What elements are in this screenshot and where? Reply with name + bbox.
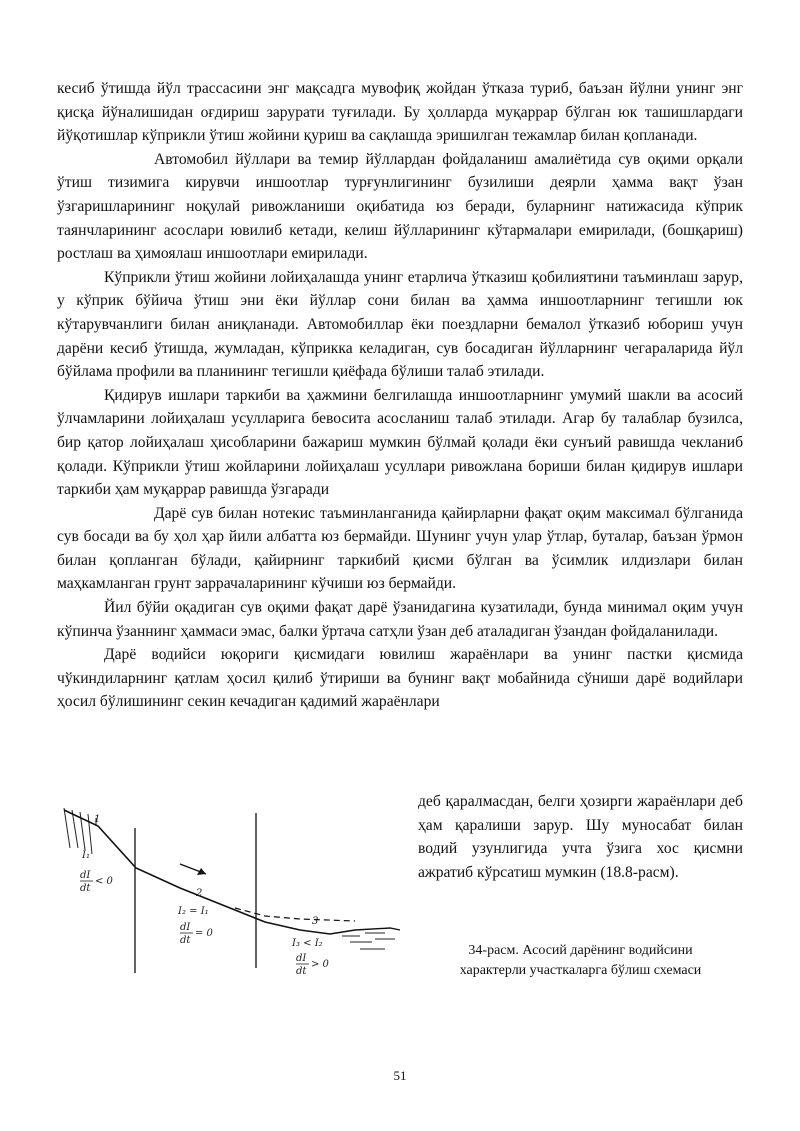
- paragraph-3: Кўприкли ўтиш жойини лойиҳалашда унинг етарлича ўтказиш қобилиятини таъминлаш зарур, у кўприк бўйича ўтиш эни ёки йўллар сони билан ва ҳамма иншоотларнинг тегишли юк кўтарувчанлиги билан аниқланади. Автомобиллар ёки поездларни бемалол ўтказиб юбориш учун дарёни кесиб ўтишда, жумладан, кўприкка келадиган, сув босадиган йўлларнинг чегараларида йўл бўйлама профили ва планининг тегишли қиёфада бўлиши талаб этилади.: [57, 268, 743, 381]
- d2-den: dt: [180, 935, 191, 946]
- zone-1-label: 1: [94, 814, 101, 825]
- d1-rel: < 0: [95, 876, 113, 887]
- i3-label: I₃ < I₂: [292, 938, 323, 949]
- wrapped-text: [418, 790, 743, 884]
- paragraph-5: Дарё сув билан нотекис таъминланганида қайирларни фақат оқим максимал бўлганида сув босади ва бу ҳол ҳар йили албатта юз бермайди. Шунинг учун улар ўтлар, буталар, баъзан ўрмон билан қопланган бўлади, қайирнинг таркибий қисми бўлган ва ўсимлик илдизлари билан маҳкамланган грунт заррачаларининг кўчиши юз бермайди.: [57, 504, 743, 593]
- dashed-profile-line: [235, 908, 355, 921]
- d3-rel: > 0: [311, 959, 329, 970]
- d2-rel: = 0: [195, 928, 213, 939]
- i1-label: I₁: [82, 850, 90, 861]
- valley-scheme-diagram: [60, 808, 410, 988]
- body-text: [57, 77, 743, 714]
- caption-line-2: характерли участкаларга бўлиш схемаси: [459, 963, 702, 978]
- flow-arrow-icon: [180, 864, 206, 875]
- d3-num: dI: [296, 953, 307, 964]
- i2-label: I₂ = I₁: [178, 906, 209, 917]
- valley-scheme-figure: [60, 808, 410, 988]
- paragraph-4: Қидирув ишлари таркиби ва ҳажмини белгилашда иншоотларнинг умумий шакли ва асосий ўлчамларини лойиҳалаш усулларига бевосита асосланиш талаб этилади. Агар бу талаблар бузилса, бир қатор лойиҳалаш ҳисобларини бажариш мумкин бўлмай қолади ёки сунъий равишда чекланиб қолади. Кўприкли ўтиш жойларини лойиҳалаш усуллари ривожлана бориши билан қидирув ишлари таркиби ҳам муқаррар равишда ўзгаради: [57, 386, 743, 499]
- d1-den: dt: [80, 883, 91, 894]
- paragraph-1: кесиб ўтишда йўл трассасини энг мақсадга мувофиқ жойдан ўтказа туриб, баъзан йўлни унинг энг қисқа йўналишидан оғдириш зарурати туғилади. Бу ҳолларда муқаррар бўлган юк ташишлардаги йўқотишлар кўприкли ўтиш жойини қуриш ва сақлашда эришилган тежамлар билан қопланади.: [57, 80, 743, 145]
- paragraph-2: Автомобил йўллари ва темир йўллардан фойдаланиш амалиётида сув оқими орқали ўтиш тизимига кирувчи иншоотлар турғунлигининг бузилиши деярли ҳамма вақт ўзан ўзгаришларининг ноқулай ривожланиши оқибатида юз беради, буларнинг натижасида кўприк таянчларининг асослари ювилиб кетади, келиш йўлларининг кўтармалари емирилади, (бошқариш) ростлаш ва ҳимоялаш иншоотлари емирилади.: [57, 150, 743, 263]
- d2-num: dI: [180, 922, 191, 933]
- caption-line-1: 34-расм. Асосий дарёнинг водийсини: [468, 943, 693, 958]
- paragraph-7: Дарё водийси юқориги қисмидаги ювилиш жараёнлари ва унинг пастки қисмида чўкиндиларнинг қатлам ҳосил қилиб ўтириши ва бунинг вақт мобайнида сўниши дарё водийлари ҳосил бўлишининг секин кечадиган қадимий жараёнлари: [57, 646, 743, 711]
- slope-hatching: [64, 808, 96, 854]
- zone-2-label: 2: [196, 888, 203, 899]
- page-number: 51: [393, 1068, 407, 1083]
- figure-caption: [418, 941, 743, 981]
- water-hatching: [342, 933, 395, 949]
- d3-den: dt: [296, 966, 307, 977]
- paragraph-7-continuation: деб қаралмасдан, белги ҳозирги жараёнлари деб ҳам қаралиши зарур. Шу муносабат билан водий узунлигида учта ўзига хос қисмни ажратиб кўрсатиш мумкин (18.8-расм).: [418, 793, 743, 881]
- paragraph-6: Йил бўйи оқадиган сув оқими фақат дарё ўзанидагина кузатилади, бунда минимал оқим учун кўпинча ўзаннинг ҳаммаси эмас, балки ўртача сатҳли ўзан деб аталадиган ўзандан фойдаланилади.: [57, 599, 743, 640]
- zone-3-label: 3: [312, 916, 319, 927]
- d1-num: dI: [80, 870, 91, 881]
